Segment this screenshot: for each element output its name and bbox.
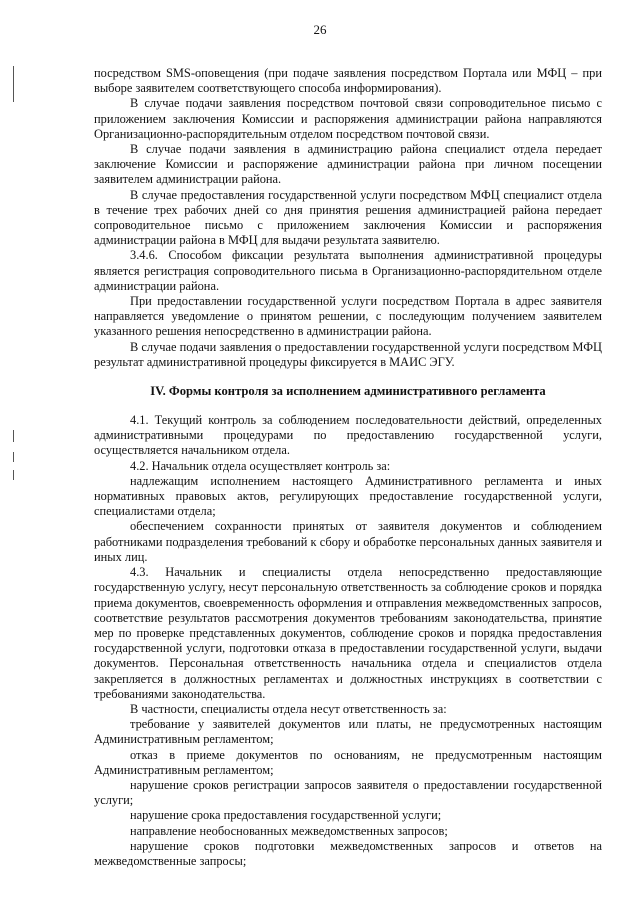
- paragraph: нарушение сроков регистрации запросов заявителя о предоставлении государственной услуги;: [94, 777, 602, 808]
- paragraph: отказ в приеме документов по основаниям, не предусмотренным настоящим Административным регламентом;: [94, 747, 602, 777]
- paragraph: При предоставлении государственной услуги посредством Портала в адрес заявителя направляется уведомление о принятом решении, с последующим получением заявителем указанного решения непосредственно в администрации района.: [94, 294, 602, 339]
- margin-mark: [13, 452, 14, 462]
- paragraph: нарушение сроков подготовки межведомственных запросов и ответов на межведомственные запросы;: [94, 838, 602, 868]
- margin-mark: [13, 430, 14, 442]
- paragraph: 4.2. Начальник отдела осуществляет контроль за:: [130, 458, 391, 473]
- paragraph: нарушение срока предоставления государственной услуги;: [130, 808, 442, 823]
- paragraph: направление необоснованных межведомственных запросов;: [130, 823, 448, 838]
- paragraph: надлежащим исполнением настоящего Административного регламента и иных нормативных правовых актов, регулирующих предоставление государственной услуги, специалистами отдела;: [94, 473, 602, 519]
- paragraph: требование у заявителей документов или платы, не предусмотренных настоящим Административным регламентом;: [94, 717, 602, 747]
- paragraph: В случае предоставления государственной услуги посредством МФЦ специалист отдела в течение трех рабочих дней со дня принятия решения администрацией района передает сопроводительное письмо с приложением заключения Комиссии и распоряжения администрации района в МФЦ для выдачи результата заявителю.: [94, 187, 602, 248]
- page-number: 26: [313, 22, 327, 37]
- paragraph: 4.1. Текущий контроль за соблюдением последовательности действий, определенных административными процедурами по предоставлению государственной услуги, осуществляется начальником отдела.: [94, 413, 602, 458]
- paragraph: В случае подачи заявления в администрацию района специалист отдела передает заключение Комиссии и распоряжение администрации района при личном посещении заявителем администрации района.: [94, 142, 602, 187]
- margin-mark: [13, 470, 14, 480]
- paragraph: В частности, специалисты отдела несут ответственность за:: [130, 701, 447, 716]
- margin-mark: [13, 66, 14, 102]
- section-title: IV. Формы контроля за исполнением административного регламента: [150, 384, 546, 399]
- paragraph: В случае подачи заявления посредством почтовой связи сопроводительное письмо с приложением заключения Комиссии и распоряжения администрации района направляются Организационно-распорядительным отделом посредством почтовой связи.: [94, 96, 602, 141]
- document-body: [94, 66, 602, 869]
- paragraph: посредством SMS-оповещения (при подаче заявления посредством Портала или МФЦ – при выборе заявителем соответствующего способа информирования).: [94, 66, 602, 96]
- paragraph: 4.3. Начальник и специалисты отдела непосредственно предоставляющие государственную услугу, несут персональную ответственность за соблюдение сроков и порядка приема документов, своевременность оформления и отправления межведомственных запросов, соответствие результатов рассмотрения документов требованиям законодательства, принятие мер по проверке представленных документов, соблюдение сроков и порядка предоставления государственной услуги, подготовки отказа в предоставлении государственной услуги, выдачи документов. Персональная ответственность начальника отдела и специалистов отдела закрепляется в должностных регламентах и должностных инструкциях в соответствии с требованиями законодательства.: [94, 565, 602, 701]
- paragraph: В случае подачи заявления о предоставлении государственной услуги посредством МФЦ результат административной процедуры фиксируется в МАИС ЭГУ.: [94, 339, 602, 369]
- paragraph: обеспечением сохранности принятых от заявителя документов и соблюдением работниками подразделения требований к сбору и обработке персональных данных заявителя и иных лиц.: [94, 519, 602, 564]
- paragraph: 3.4.6. Способом фиксации результата выполнения административной процедуры является регистрация сопроводительного письма в Организационно-распорядительном отделе администрации района.: [94, 248, 602, 293]
